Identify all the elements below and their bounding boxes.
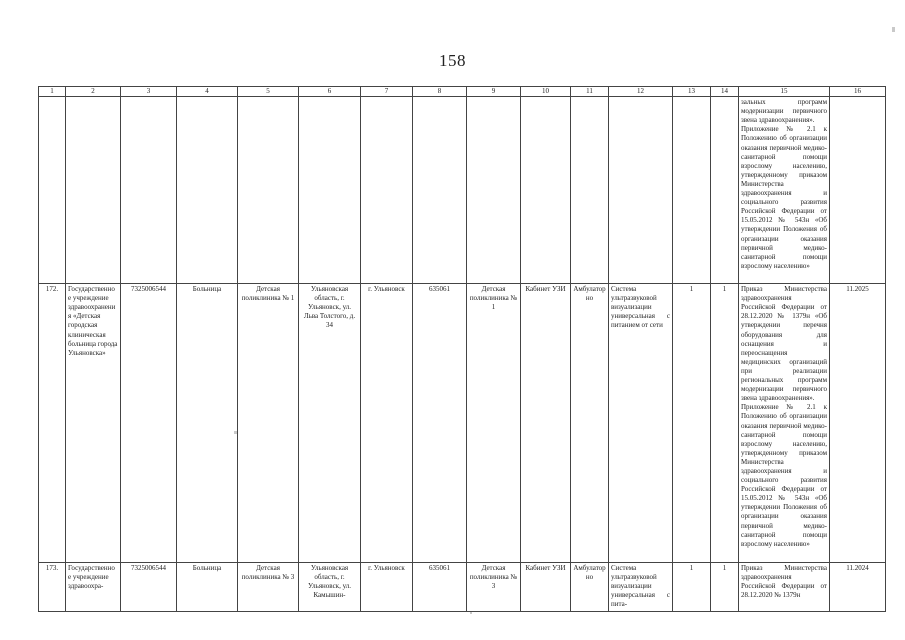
table-cell (673, 97, 711, 284)
unit-cell: Детская поликлиника № 1 (467, 284, 521, 563)
column-number: 8 (413, 87, 467, 97)
column-number-row (39, 87, 886, 97)
cabinet-cell: Кабинет УЗИ (521, 284, 571, 563)
table-cell (413, 97, 467, 284)
facility-type: Больница (177, 563, 238, 611)
table-row-continuation (39, 97, 886, 284)
date-cell: 11.2024 (830, 563, 886, 611)
inn-cell: 7325006544 (121, 284, 177, 563)
table-cell (830, 97, 886, 284)
column-number: 14 (711, 87, 739, 97)
address-cell: Ульяновская область, г. Ульяновск, ул. Льва Толстого, д. 34 (299, 284, 361, 563)
column-number: 16 (830, 87, 886, 97)
city-cell: г. Ульяновск (361, 284, 413, 563)
equipment-name: Система ультразвуковой визуализации универсальная с пита- (609, 563, 673, 611)
unit-cell: Детская поликлиника № 3 (467, 563, 521, 611)
table-row (39, 284, 886, 563)
care-type-cell: Амбулаторно (571, 563, 609, 611)
column-number: 5 (238, 87, 299, 97)
row-number: 172. (39, 284, 66, 563)
table-cell (66, 97, 121, 284)
organization-name: Государственное учреждение здравоохранения «Детская городская клиническая больница города Ульяновска» (66, 284, 121, 563)
column-number: 13 (673, 87, 711, 97)
column-number: 11 (571, 87, 609, 97)
equipment-name: Система ультразвуковой визуализации универсальная с питанием от сети (609, 284, 673, 563)
oktmo-cell: 635061 (413, 284, 467, 563)
column-number: 6 (299, 87, 361, 97)
facility-type: Больница (177, 284, 238, 563)
table-cell (711, 97, 739, 284)
oktmo-cell: 635061 (413, 563, 467, 611)
table-cell (361, 97, 413, 284)
scan-dot (892, 27, 895, 32)
date-cell: 11.2025 (830, 284, 886, 563)
scan-dot (470, 612, 472, 614)
legal-basis-cell: Приказ Министерства здравоохранения Российской Федерации от 28.12.2020 № 1379н «Об утверждении перечня оборудования для оснащения и переоснащения медицинских организаций при реализации региональных программ модернизации первичного звена здравоохранения». Приложение № 2.1 к Положению об организации оказания первичной медико-санитарной помощи взрослому населению, утвержденному приказом Министерства здравоохранения и социального развития Российской Федерации от 15.05.2012 № 543н «Об утверждении Положения об организации оказания первичной медико-санитарной помощи взрослому населению» (739, 284, 830, 563)
table-cell (177, 97, 238, 284)
column-number: 12 (609, 87, 673, 97)
table-cell (39, 97, 66, 284)
row-number: 173. (39, 563, 66, 611)
subdivision-name: Детская поликлиника № 3 (238, 563, 299, 611)
column-number: 10 (521, 87, 571, 97)
inn-cell: 7325006544 (121, 563, 177, 611)
legal-basis-cell: Приказ Министерства здравоохранения Российской Федерации от 28.12.2020 № 1379н (739, 563, 830, 611)
quantity-cell: 1 (673, 563, 711, 611)
table-row (39, 563, 886, 611)
care-type-cell: Амбулаторно (571, 284, 609, 563)
organization-name: Государственное учреждение здравоохра- (66, 563, 121, 611)
address-cell: Ульяновская область, г. Ульяновск, ул. Камышин- (299, 563, 361, 611)
scan-dot (234, 431, 237, 434)
page-number: 158 (439, 51, 466, 70)
legal-basis-cell: зальных программ модернизации первичного звена здравоохранения». Приложение № 2.1 к Положению об организации оказания первичной медико-санитарной помощи взрослому населению, утвержденному приказом Министерства здравоохранения и социального развития Российской Федерации от 15.05.2012 № 543н «Об утверждении Положения об организации оказания первичной медико-санитарной помощи взрослому населению» (739, 97, 830, 284)
column-number: 15 (739, 87, 830, 97)
table-cell (467, 97, 521, 284)
column-number: 9 (467, 87, 521, 97)
table-cell (521, 97, 571, 284)
column-number: 1 (39, 87, 66, 97)
city-cell: г. Ульяновск (361, 563, 413, 611)
quantity-cell: 1 (711, 563, 739, 611)
quantity-cell: 1 (711, 284, 739, 563)
table-cell (299, 97, 361, 284)
subdivision-name: Детская поликлиника № 1 (238, 284, 299, 563)
quantity-cell: 1 (673, 284, 711, 563)
table-cell (121, 97, 177, 284)
equipment-table (38, 86, 886, 612)
column-number: 3 (121, 87, 177, 97)
column-number: 4 (177, 87, 238, 97)
column-number: 7 (361, 87, 413, 97)
table-cell (609, 97, 673, 284)
table-cell (238, 97, 299, 284)
table-cell (571, 97, 609, 284)
column-number: 2 (66, 87, 121, 97)
cabinet-cell: Кабинет УЗИ (521, 563, 571, 611)
